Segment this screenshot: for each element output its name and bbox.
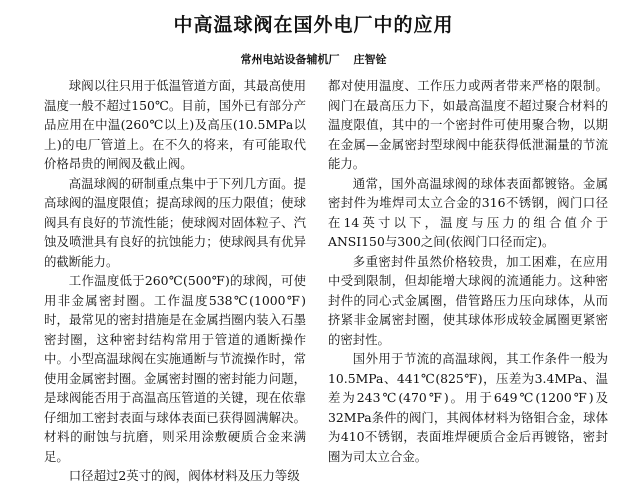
author-name: 庄智铨 (353, 53, 387, 66)
article-title: 中高温球阀在国外电厂中的应用 (173, 14, 454, 36)
paragraph: 通常，国外高温球阀的球体表面都镀铬。金属密封件为堆焊司太立合金的316不锈钢，阀门口径在14英寸以下，温度与压力的组合值介于ANSI150与300之间(依阀门口径而定)。 (328, 175, 608, 249)
paragraph-continued: 都对使用温度、工作压力或两者带来严格的限制。阀门在最高压力下，如最高温度不超过聚合材料的温度限值，其中的一个密封件可使用聚合物，以期在金属—金属密封型球阀中能获得低泄漏量的节流能力。 (328, 78, 608, 171)
paragraph: 高温球阀的研制重点集中于下列几方面。提高球阀的温度限值；提高球阀的压力限值；使球阀具有良好的节流性能；使球阀对固体粒子、汽蚀及喷泄具有良好的抗蚀能力；使球阀具有优异的截断能力。 (44, 175, 306, 269)
paragraph: 多重密封件虽然价格较贵，加工困难，在应用中受到限制，但却能增大球阀的流通能力。这种密封件的同心式金属圈，借管路压力压向球体，从而挤紧非金属密封圈，使其球体形成较金属圈更紧密的密封性。 (328, 253, 608, 347)
paragraph: 国外用于节流的高温球阀，其工作条件一般为10.5MPa、441℃(825℉)，压差为3.4MPa、温差为243℃(470℉)。用于649℃(1200℉)及32MPa条件的阀门，其阀体材料为铬钼合金，球体为410不锈钢，表面堆焊硬质合金后再镀铬，密封圈为司太立合金。 (328, 351, 608, 464)
right-column (328, 76, 608, 466)
paragraph: 工作温度低于260℃(500℉)的球阀，可使用非金属密封圈。工作温度538℃(1000℉)时，最常见的密封措施是在金属挡圈内装入石墨密封圈，这种密封结构常用于管道的通断操作中。小型高温球阀在实施通断与节流操作时，常使用金属密封圈。金属密封圈的密封能力问题，是球阀能否用于高温高压管道的关键，现在依靠仔细加工密封表面与球体表面已获得圆满解决。材料的耐蚀与抗磨，则采用涂敷硬质合金来满足。 (44, 273, 306, 464)
author-organization: 常州电站设备辅机厂 (240, 53, 340, 66)
byline (0, 51, 627, 67)
left-column (44, 76, 306, 486)
paragraph: 球阀以往只用于低温管道方面，其最高使用温度一般不超过150℃。目前，国外已有部分产品应用在中温(260℃以上)及高压(10.5MPa以上)的电厂管道上。在不久的将来，有可能取代价格昂贵的闸阀及截止阀。 (44, 78, 306, 171)
paragraph: 口径超过2英寸的阀，阀体材料及压力等级 (68, 468, 300, 483)
